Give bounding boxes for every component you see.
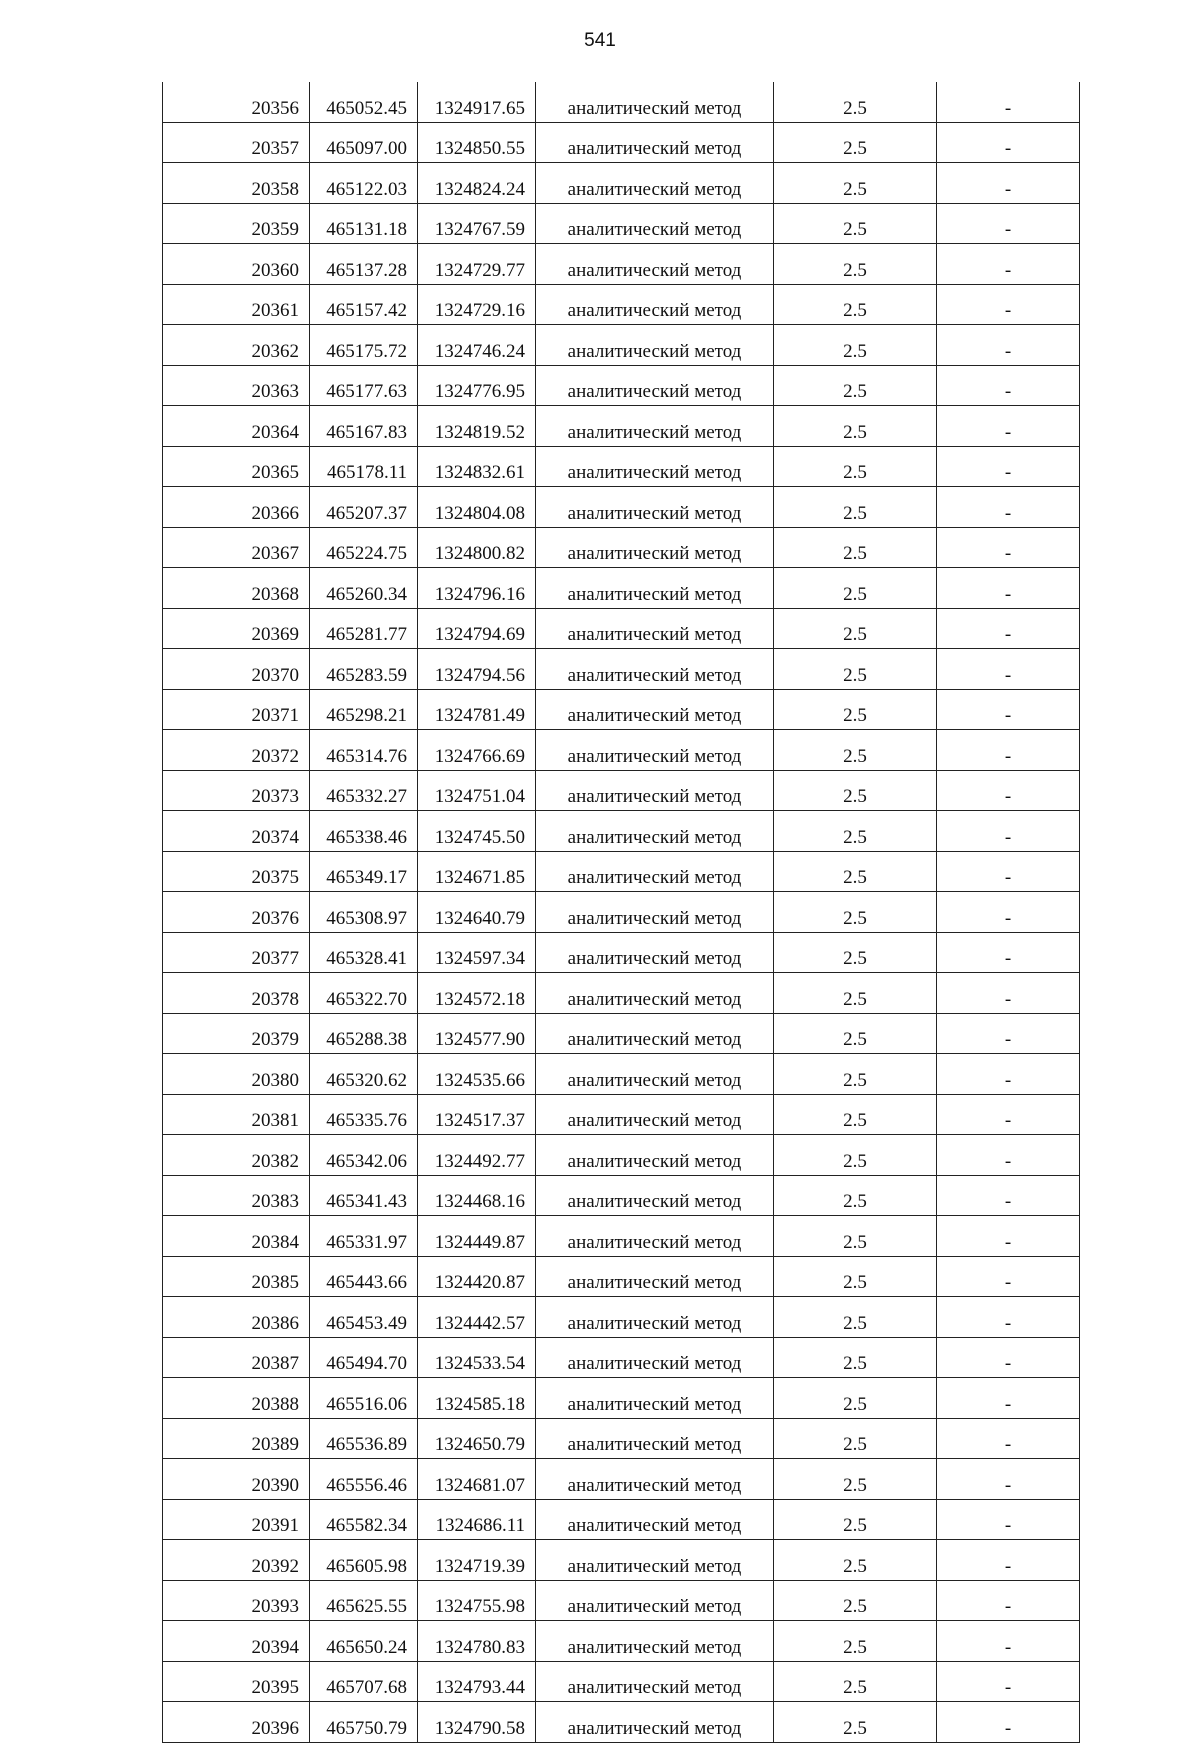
table-row [163,1337,1080,1378]
accuracy-cell: 2.5 [774,82,937,122]
table-row [163,82,1080,122]
point-number-cell: 20362 [163,325,310,366]
x-coordinate-cell: 465320.62 [310,1054,418,1095]
y-coordinate-cell: 1324755.98 [418,1580,536,1621]
table-row [163,365,1080,406]
table-row [163,1540,1080,1581]
table-row [163,973,1080,1014]
method-cell: аналитический метод [536,932,774,973]
note-cell: - [937,203,1080,244]
x-coordinate-cell: 465335.76 [310,1094,418,1135]
note-cell: - [937,1337,1080,1378]
y-coordinate-cell: 1324681.07 [418,1459,536,1500]
x-coordinate-cell: 465556.46 [310,1459,418,1500]
y-coordinate-cell: 1324824.24 [418,163,536,204]
point-number-cell: 20385 [163,1256,310,1297]
point-number-cell: 20382 [163,1135,310,1176]
y-coordinate-cell: 1324790.58 [418,1702,536,1743]
y-coordinate-cell: 1324796.16 [418,568,536,609]
table-row [163,1459,1080,1500]
x-coordinate-cell: 465328.41 [310,932,418,973]
y-coordinate-cell: 1324766.69 [418,730,536,771]
y-coordinate-cell: 1324572.18 [418,973,536,1014]
x-coordinate-cell: 465260.34 [310,568,418,609]
y-coordinate-cell: 1324535.66 [418,1054,536,1095]
table-row [163,1135,1080,1176]
note-cell: - [937,1094,1080,1135]
accuracy-cell: 2.5 [774,932,937,973]
point-number-cell: 20393 [163,1580,310,1621]
method-cell: аналитический метод [536,284,774,325]
point-number-cell: 20395 [163,1661,310,1702]
x-coordinate-cell: 465308.97 [310,892,418,933]
table-row [163,730,1080,771]
note-cell: - [937,892,1080,933]
table-row [163,1580,1080,1621]
accuracy-cell: 2.5 [774,1094,937,1135]
note-cell: - [937,1499,1080,1540]
point-number-cell: 20357 [163,122,310,163]
point-number-cell: 20363 [163,365,310,406]
accuracy-cell: 2.5 [774,1135,937,1176]
table-row [163,1418,1080,1459]
y-coordinate-cell: 1324800.82 [418,527,536,568]
y-coordinate-cell: 1324650.79 [418,1418,536,1459]
accuracy-cell: 2.5 [774,892,937,933]
point-number-cell: 20377 [163,932,310,973]
point-number-cell: 20379 [163,1013,310,1054]
method-cell: аналитический метод [536,1540,774,1581]
note-cell: - [937,406,1080,447]
x-coordinate-cell: 465314.76 [310,730,418,771]
y-coordinate-cell: 1324751.04 [418,770,536,811]
accuracy-cell: 2.5 [774,1580,937,1621]
method-cell: аналитический метод [536,1499,774,1540]
x-coordinate-cell: 465494.70 [310,1337,418,1378]
accuracy-cell: 2.5 [774,244,937,285]
table-row [163,892,1080,933]
y-coordinate-cell: 1324492.77 [418,1135,536,1176]
method-cell: аналитический метод [536,730,774,771]
note-cell: - [937,487,1080,528]
x-coordinate-cell: 465536.89 [310,1418,418,1459]
point-number-cell: 20372 [163,730,310,771]
y-coordinate-cell: 1324819.52 [418,406,536,447]
method-cell: аналитический метод [536,122,774,163]
note-cell: - [937,1702,1080,1743]
accuracy-cell: 2.5 [774,1378,937,1419]
method-cell: аналитический метод [536,892,774,933]
method-cell: аналитический метод [536,1621,774,1662]
note-cell: - [937,244,1080,285]
accuracy-cell: 2.5 [774,811,937,852]
accuracy-cell: 2.5 [774,1702,937,1743]
note-cell: - [937,730,1080,771]
method-cell: аналитический метод [536,1297,774,1338]
coordinates-table-body [163,82,1080,1742]
note-cell: - [937,284,1080,325]
table-row [163,527,1080,568]
point-number-cell: 20373 [163,770,310,811]
x-coordinate-cell: 465605.98 [310,1540,418,1581]
point-number-cell: 20368 [163,568,310,609]
table-row [163,1256,1080,1297]
point-number-cell: 20388 [163,1378,310,1419]
accuracy-cell: 2.5 [774,1661,937,1702]
x-coordinate-cell: 465341.43 [310,1175,418,1216]
table-row [163,568,1080,609]
table-row [163,244,1080,285]
accuracy-cell: 2.5 [774,365,937,406]
point-number-cell: 20396 [163,1702,310,1743]
method-cell: аналитический метод [536,1459,774,1500]
point-number-cell: 20360 [163,244,310,285]
x-coordinate-cell: 465707.68 [310,1661,418,1702]
x-coordinate-cell: 465052.45 [310,82,418,122]
y-coordinate-cell: 1324729.16 [418,284,536,325]
x-coordinate-cell: 465625.55 [310,1580,418,1621]
table-row [163,1621,1080,1662]
x-coordinate-cell: 465175.72 [310,325,418,366]
y-coordinate-cell: 1324442.57 [418,1297,536,1338]
point-number-cell: 20365 [163,446,310,487]
accuracy-cell: 2.5 [774,1175,937,1216]
point-number-cell: 20383 [163,1175,310,1216]
accuracy-cell: 2.5 [774,1459,937,1500]
note-cell: - [937,82,1080,122]
table-row [163,446,1080,487]
note-cell: - [937,1661,1080,1702]
y-coordinate-cell: 1324597.34 [418,932,536,973]
note-cell: - [937,1175,1080,1216]
point-number-cell: 20375 [163,851,310,892]
accuracy-cell: 2.5 [774,527,937,568]
accuracy-cell: 2.5 [774,487,937,528]
accuracy-cell: 2.5 [774,1540,937,1581]
method-cell: аналитический метод [536,82,774,122]
note-cell: - [937,568,1080,609]
method-cell: аналитический метод [536,770,774,811]
accuracy-cell: 2.5 [774,770,937,811]
method-cell: аналитический метод [536,163,774,204]
table-row [163,1661,1080,1702]
accuracy-cell: 2.5 [774,730,937,771]
note-cell: - [937,689,1080,730]
note-cell: - [937,1540,1080,1581]
accuracy-cell: 2.5 [774,1337,937,1378]
method-cell: аналитический метод [536,487,774,528]
y-coordinate-cell: 1324640.79 [418,892,536,933]
note-cell: - [937,1459,1080,1500]
accuracy-cell: 2.5 [774,163,937,204]
x-coordinate-cell: 465342.06 [310,1135,418,1176]
accuracy-cell: 2.5 [774,122,937,163]
x-coordinate-cell: 465097.00 [310,122,418,163]
point-number-cell: 20364 [163,406,310,447]
x-coordinate-cell: 465331.97 [310,1216,418,1257]
note-cell: - [937,1580,1080,1621]
x-coordinate-cell: 465453.49 [310,1297,418,1338]
point-number-cell: 20387 [163,1337,310,1378]
y-coordinate-cell: 1324729.77 [418,244,536,285]
accuracy-cell: 2.5 [774,203,937,244]
table-row [163,1216,1080,1257]
note-cell: - [937,608,1080,649]
x-coordinate-cell: 465750.79 [310,1702,418,1743]
note-cell: - [937,1256,1080,1297]
x-coordinate-cell: 465137.28 [310,244,418,285]
y-coordinate-cell: 1324850.55 [418,122,536,163]
y-coordinate-cell: 1324832.61 [418,446,536,487]
x-coordinate-cell: 465283.59 [310,649,418,690]
table-row [163,608,1080,649]
y-coordinate-cell: 1324671.85 [418,851,536,892]
accuracy-cell: 2.5 [774,325,937,366]
method-cell: аналитический метод [536,325,774,366]
x-coordinate-cell: 465177.63 [310,365,418,406]
point-number-cell: 20380 [163,1054,310,1095]
note-cell: - [937,811,1080,852]
method-cell: аналитический метод [536,1135,774,1176]
method-cell: аналитический метод [536,365,774,406]
accuracy-cell: 2.5 [774,1499,937,1540]
point-number-cell: 20381 [163,1094,310,1135]
point-number-cell: 20356 [163,82,310,122]
accuracy-cell: 2.5 [774,406,937,447]
table-row [163,1702,1080,1743]
note-cell: - [937,1054,1080,1095]
y-coordinate-cell: 1324781.49 [418,689,536,730]
method-cell: аналитический метод [536,689,774,730]
method-cell: аналитический метод [536,446,774,487]
method-cell: аналитический метод [536,1661,774,1702]
point-number-cell: 20394 [163,1621,310,1662]
table-row [163,406,1080,447]
method-cell: аналитический метод [536,1256,774,1297]
method-cell: аналитический метод [536,1580,774,1621]
x-coordinate-cell: 465131.18 [310,203,418,244]
method-cell: аналитический метод [536,649,774,690]
accuracy-cell: 2.5 [774,1297,937,1338]
note-cell: - [937,1378,1080,1419]
y-coordinate-cell: 1324533.54 [418,1337,536,1378]
point-number-cell: 20367 [163,527,310,568]
note-cell: - [937,973,1080,1014]
y-coordinate-cell: 1324794.56 [418,649,536,690]
point-number-cell: 20371 [163,689,310,730]
note-cell: - [937,325,1080,366]
note-cell: - [937,163,1080,204]
y-coordinate-cell: 1324585.18 [418,1378,536,1419]
point-number-cell: 20392 [163,1540,310,1581]
method-cell: аналитический метод [536,527,774,568]
point-number-cell: 20390 [163,1459,310,1500]
accuracy-cell: 2.5 [774,1418,937,1459]
accuracy-cell: 2.5 [774,851,937,892]
method-cell: аналитический метод [536,244,774,285]
y-coordinate-cell: 1324804.08 [418,487,536,528]
x-coordinate-cell: 465157.42 [310,284,418,325]
x-coordinate-cell: 465298.21 [310,689,418,730]
point-number-cell: 20359 [163,203,310,244]
accuracy-cell: 2.5 [774,446,937,487]
method-cell: аналитический метод [536,811,774,852]
x-coordinate-cell: 465122.03 [310,163,418,204]
method-cell: аналитический метод [536,608,774,649]
table-row [163,1054,1080,1095]
y-coordinate-cell: 1324793.44 [418,1661,536,1702]
x-coordinate-cell: 465332.27 [310,770,418,811]
note-cell: - [937,851,1080,892]
y-coordinate-cell: 1324776.95 [418,365,536,406]
y-coordinate-cell: 1324517.37 [418,1094,536,1135]
point-number-cell: 20366 [163,487,310,528]
y-coordinate-cell: 1324686.11 [418,1499,536,1540]
accuracy-cell: 2.5 [774,1621,937,1662]
point-number-cell: 20376 [163,892,310,933]
table-row [163,1297,1080,1338]
x-coordinate-cell: 465338.46 [310,811,418,852]
y-coordinate-cell: 1324745.50 [418,811,536,852]
table-row [163,203,1080,244]
table-row [163,487,1080,528]
point-number-cell: 20378 [163,973,310,1014]
point-number-cell: 20370 [163,649,310,690]
accuracy-cell: 2.5 [774,1256,937,1297]
method-cell: аналитический метод [536,568,774,609]
note-cell: - [937,649,1080,690]
x-coordinate-cell: 465650.24 [310,1621,418,1662]
method-cell: аналитический метод [536,1094,774,1135]
point-number-cell: 20358 [163,163,310,204]
table-row [163,811,1080,852]
table-row [163,770,1080,811]
note-cell: - [937,1297,1080,1338]
point-number-cell: 20361 [163,284,310,325]
x-coordinate-cell: 465516.06 [310,1378,418,1419]
y-coordinate-cell: 1324468.16 [418,1175,536,1216]
x-coordinate-cell: 465443.66 [310,1256,418,1297]
table-row [163,689,1080,730]
accuracy-cell: 2.5 [774,284,937,325]
method-cell: аналитический метод [536,1013,774,1054]
note-cell: - [937,122,1080,163]
y-coordinate-cell: 1324746.24 [418,325,536,366]
method-cell: аналитический метод [536,1378,774,1419]
table-row [163,122,1080,163]
method-cell: аналитический метод [536,1418,774,1459]
point-number-cell: 20391 [163,1499,310,1540]
table-row [163,649,1080,690]
note-cell: - [937,527,1080,568]
method-cell: аналитический метод [536,1702,774,1743]
y-coordinate-cell: 1324719.39 [418,1540,536,1581]
y-coordinate-cell: 1324767.59 [418,203,536,244]
point-number-cell: 20374 [163,811,310,852]
page-number: 541 [584,30,616,51]
x-coordinate-cell: 465288.38 [310,1013,418,1054]
note-cell: - [937,1418,1080,1459]
method-cell: аналитический метод [536,851,774,892]
accuracy-cell: 2.5 [774,973,937,1014]
table-row [163,163,1080,204]
accuracy-cell: 2.5 [774,689,937,730]
table-row [163,1499,1080,1540]
method-cell: аналитический метод [536,1337,774,1378]
method-cell: аналитический метод [536,406,774,447]
x-coordinate-cell: 465167.83 [310,406,418,447]
point-number-cell: 20389 [163,1418,310,1459]
accuracy-cell: 2.5 [774,1216,937,1257]
y-coordinate-cell: 1324420.87 [418,1256,536,1297]
x-coordinate-cell: 465281.77 [310,608,418,649]
table-row [163,1094,1080,1135]
accuracy-cell: 2.5 [774,1013,937,1054]
table-row [163,851,1080,892]
note-cell: - [937,1216,1080,1257]
note-cell: - [937,446,1080,487]
note-cell: - [937,770,1080,811]
method-cell: аналитический метод [536,973,774,1014]
x-coordinate-cell: 465582.34 [310,1499,418,1540]
y-coordinate-cell: 1324449.87 [418,1216,536,1257]
note-cell: - [937,1135,1080,1176]
accuracy-cell: 2.5 [774,568,937,609]
table-row [163,325,1080,366]
note-cell: - [937,365,1080,406]
method-cell: аналитический метод [536,1054,774,1095]
coordinates-table [162,82,1080,1743]
point-number-cell: 20369 [163,608,310,649]
x-coordinate-cell: 465322.70 [310,973,418,1014]
note-cell: - [937,932,1080,973]
y-coordinate-cell: 1324780.83 [418,1621,536,1662]
x-coordinate-cell: 465207.37 [310,487,418,528]
table-row [163,1175,1080,1216]
table-row [163,1378,1080,1419]
accuracy-cell: 2.5 [774,608,937,649]
x-coordinate-cell: 465349.17 [310,851,418,892]
method-cell: аналитический метод [536,203,774,244]
x-coordinate-cell: 465178.11 [310,446,418,487]
point-number-cell: 20384 [163,1216,310,1257]
point-number-cell: 20386 [163,1297,310,1338]
y-coordinate-cell: 1324917.65 [418,82,536,122]
method-cell: аналитический метод [536,1216,774,1257]
y-coordinate-cell: 1324794.69 [418,608,536,649]
table-row [163,284,1080,325]
y-coordinate-cell: 1324577.90 [418,1013,536,1054]
note-cell: - [937,1621,1080,1662]
method-cell: аналитический метод [536,1175,774,1216]
accuracy-cell: 2.5 [774,1054,937,1095]
table-row [163,932,1080,973]
table-row [163,1013,1080,1054]
x-coordinate-cell: 465224.75 [310,527,418,568]
accuracy-cell: 2.5 [774,649,937,690]
note-cell: - [937,1013,1080,1054]
